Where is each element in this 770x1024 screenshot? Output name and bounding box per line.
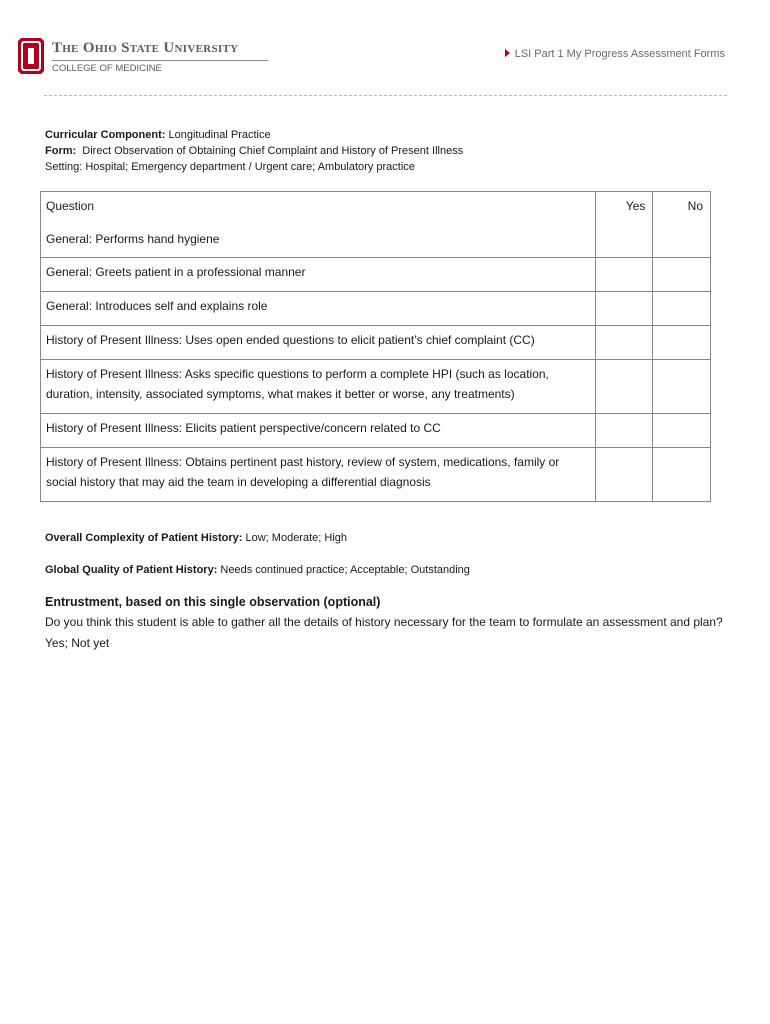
table-row [41, 414, 711, 448]
overall-complexity [45, 532, 347, 544]
no-cell[interactable] [653, 360, 711, 414]
overall-complexity-label: Overall Complexity of Patient History: [45, 532, 243, 544]
no-cell[interactable] [653, 414, 711, 448]
hand-hygiene-item: General: Performs hand hygiene [46, 232, 220, 246]
yes-cell[interactable] [595, 448, 653, 502]
yes-cell[interactable] [595, 326, 653, 360]
question-column-header: Question [46, 199, 95, 213]
no-cell[interactable] [653, 448, 711, 502]
table-row [41, 448, 711, 502]
university-name: The Ohio State University [52, 40, 239, 56]
question-cell: History of Present Illness: Asks specific questions to perform a complete HPI (such as location, duration, intensity, associated symptoms, what makes it better or worse, any treatments) [41, 360, 596, 414]
curricular-component-line: Curricular Component: Longitudinal Practice [45, 129, 271, 141]
overall-complexity-options: Low; Moderate; High [245, 532, 347, 544]
yes-cell[interactable] [595, 360, 653, 414]
table-row [41, 292, 711, 326]
caret-right-icon [505, 49, 510, 57]
form-meta [45, 127, 463, 175]
question-cell: History of Present Illness: Obtains pertinent past history, review of system, medications, family or social history that may aid the team in developing a differential diagnosis [41, 448, 596, 502]
setting-line: Setting: Hospital; Emergency department / Urgent care; Ambulatory practice [45, 161, 415, 173]
document-title-link[interactable]: LSI Part 1 My Progress Assessment Forms [514, 48, 725, 60]
no-column-header[interactable]: No [653, 192, 711, 258]
no-cell[interactable] [653, 326, 711, 360]
yes-column-header[interactable]: Yes [595, 192, 653, 258]
table-row [41, 360, 711, 414]
no-cell[interactable] [653, 292, 711, 326]
form-line: Form: Direct Observation of Obtaining Chief Complaint and History of Present Illness [45, 145, 464, 157]
global-quality-label: Global Quality of Patient History: [45, 564, 218, 576]
question-cell: General: Introduces self and explains role [41, 292, 596, 326]
no-cell[interactable] [653, 258, 711, 292]
yes-cell[interactable] [595, 292, 653, 326]
global-quality [45, 564, 470, 576]
global-quality-options: Needs continued practice; Acceptable; Outstanding [220, 564, 470, 576]
entrustment-question: Do you think this student is able to gather all the details of history necessary for the team to formulate an assessment and plan? Yes; Not yet [45, 615, 723, 650]
assessment-table [40, 191, 711, 502]
logo-rule [52, 60, 268, 61]
document-breadcrumb[interactable] [505, 48, 725, 60]
table-header-row [41, 192, 711, 258]
question-cell: History of Present Illness: Elicits patient perspective/concern related to CC [41, 414, 596, 448]
question-cell: General: Greets patient in a professional manner [41, 258, 596, 292]
ohio-state-block-o-logo [18, 38, 44, 74]
college-name: COLLEGE OF MEDICINE [52, 63, 162, 74]
yes-cell[interactable] [595, 258, 653, 292]
header-divider [44, 95, 727, 96]
question-header-cell [41, 192, 596, 258]
table-row [41, 258, 711, 292]
question-cell: History of Present Illness: Uses open ended questions to elicit patient’s chief complaint (CC) [41, 326, 596, 360]
table-row [41, 326, 711, 360]
university-logo [18, 38, 258, 78]
yes-cell[interactable] [595, 414, 653, 448]
entrustment-title: Entrustment, based on this single observation (optional) [45, 595, 381, 609]
